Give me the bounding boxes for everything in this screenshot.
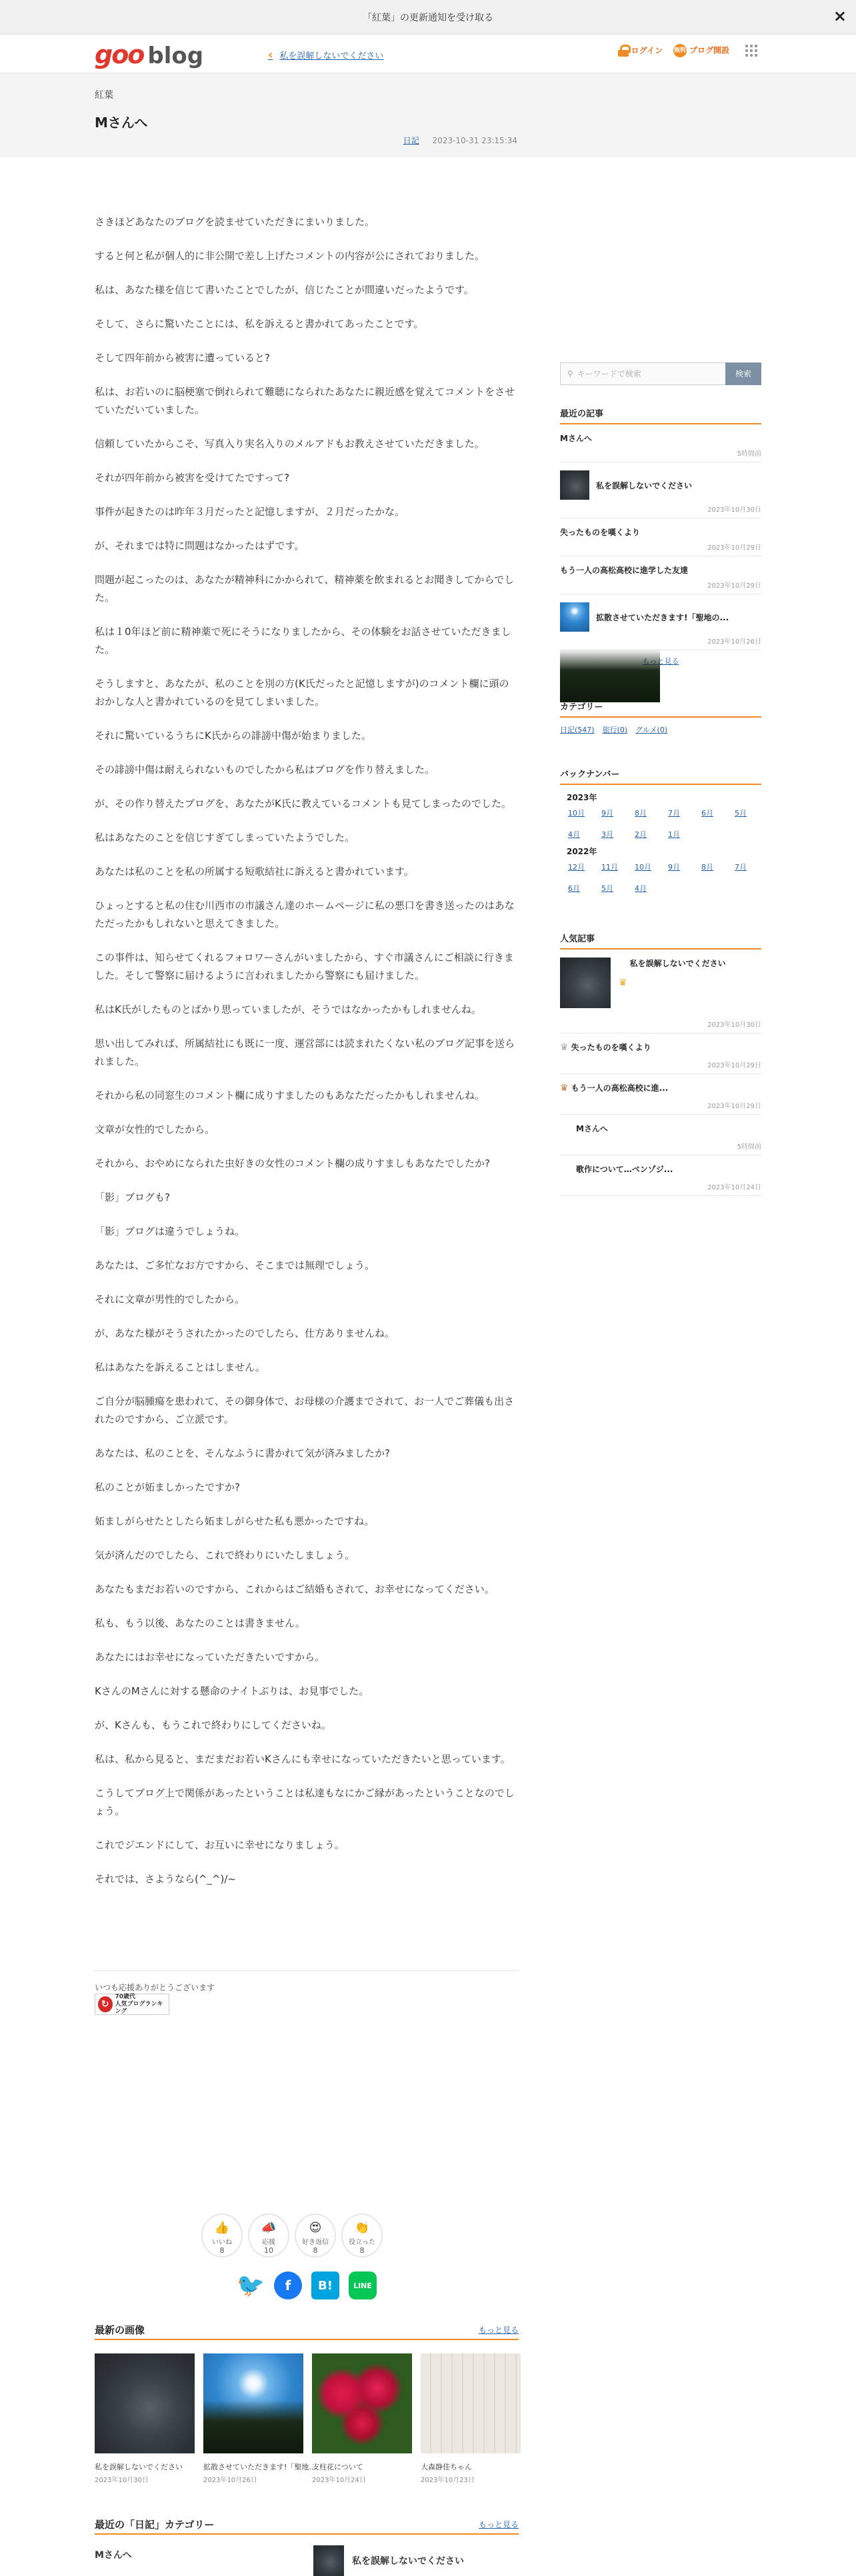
backnumber-month-link[interactable]: 1月 bbox=[668, 830, 680, 839]
latest-images-title: 最新の画像 bbox=[95, 2324, 145, 2336]
ranking-label: いつも応援ありがとうございます bbox=[95, 1983, 215, 1992]
ranking-banner-line1: 70歳代 bbox=[115, 1993, 136, 2000]
category-link[interactable]: 旅行(0) bbox=[602, 726, 628, 734]
open-blog-button[interactable] bbox=[673, 44, 729, 57]
backnumber-month-link[interactable]: 4月 bbox=[568, 830, 580, 839]
login-label: ログイン bbox=[631, 45, 663, 55]
prev-article-link[interactable] bbox=[268, 48, 383, 62]
popular-article-title: 失ったものを嘆くより bbox=[571, 1043, 651, 1052]
popular-article-item[interactable] bbox=[560, 1115, 761, 1155]
article-paragraph: そして四年前から被害に遭っていると? bbox=[95, 352, 270, 364]
open-blog-label: ブログ開設 bbox=[689, 45, 729, 55]
recent-article-row bbox=[560, 432, 761, 444]
backnumber-month-link[interactable]: 10月 bbox=[635, 863, 651, 872]
year-2023: 2023年 bbox=[567, 793, 597, 802]
thumbnail-image bbox=[560, 602, 589, 632]
reaction-count: 8 bbox=[359, 2246, 365, 2255]
article-paragraph: 私はあなたを訴えることはしません。 bbox=[95, 1361, 265, 1373]
popular-article-row bbox=[560, 1123, 761, 1134]
logo-blog-text: blog bbox=[147, 43, 204, 69]
latest-category-more-link[interactable]: もっと見る bbox=[478, 2520, 519, 2529]
latest-image-date: 2023年10月26日 bbox=[203, 2477, 257, 2484]
article-paragraph: 問題が起こったのは、あなたが精神科にかかられて、精神薬を飲まれるとお聞きしてからでした。 bbox=[95, 574, 515, 604]
thumbs-up-icon: 👍 bbox=[214, 2221, 230, 2235]
article-paragraph: が、あなた様がそうされたかったのでしたら、仕方ありませんね。 bbox=[95, 1327, 395, 1339]
sidebar bbox=[560, 362, 761, 1196]
article-paragraph: こうしてブログ上で関係があったということは私達もなにかご縁があったということなのでしょう。 bbox=[95, 1787, 515, 1817]
popular-article-title: もう一人の高松高校に進... bbox=[571, 1083, 669, 1093]
latest-image-title: 大森静佳ちゃん bbox=[421, 2463, 472, 2471]
latest-category-heading bbox=[95, 2517, 519, 2535]
recent-article-date: 2023年10月30日 bbox=[707, 506, 761, 514]
popular-article-date: 2023年10月29日 bbox=[707, 1103, 761, 1110]
recent-article-title: 拡散させていただきます!「聖地の... bbox=[596, 612, 729, 622]
recent-article-item[interactable] bbox=[560, 424, 761, 462]
article-paragraph: それから、おやめになられた虫好きの女性のコメント欄の成りすましもあなたでしたか? bbox=[95, 1157, 490, 1169]
open-blog-icon: 無料 bbox=[673, 44, 687, 57]
backnumber-month-link[interactable]: 7月 bbox=[668, 809, 680, 818]
latest-category-title: 最近の「日記」カテゴリー bbox=[95, 2519, 215, 2531]
search-icon: ⚲ bbox=[567, 369, 573, 378]
popular-article-item[interactable] bbox=[560, 1074, 761, 1115]
backnumber-month-link[interactable]: 4月 bbox=[635, 884, 647, 893]
article-paragraph: 文章が女性的でしたから。 bbox=[95, 1123, 215, 1135]
article-paragraph: ひょっとすると私の住む川西市の市議さん達のホームページに私の悪口を書き送ったのはあなただったかもしれないと思えてきました。 bbox=[95, 900, 515, 930]
recent-article-date: 5時間前 bbox=[737, 450, 761, 458]
article-paragraph: が、その作り替えたブログを、あなたがK氏に教えているコメントも見てしまったのでした。 bbox=[95, 798, 511, 810]
backnumber-section bbox=[560, 767, 761, 900]
reaction-label: 応援 bbox=[262, 2239, 275, 2246]
recent-more-link[interactable]: もっと見る bbox=[642, 657, 679, 666]
recent-articles bbox=[560, 406, 761, 666]
latest-images-heading bbox=[95, 2323, 519, 2340]
backnumber-month-link[interactable]: 10月 bbox=[568, 809, 585, 818]
article-paragraph: ご自分が脳腫瘍を患われて、その御身体で、お母様の介護までされて、お一人でご葬儀も出されたのですから、ご立派です。 bbox=[95, 1395, 515, 1425]
article-paragraph: それが四年前から被害を受けてたですって? bbox=[95, 472, 290, 484]
backnumber-month-link[interactable]: 5月 bbox=[735, 809, 747, 818]
clap-icon: 👏 bbox=[354, 2221, 370, 2235]
latest-image-card[interactable] bbox=[421, 2353, 521, 2484]
article-paragraph: そして、さらに驚いたことには、私を訴えると書かれてあったことです。 bbox=[95, 318, 424, 330]
recent-article-date: 2023年10月29日 bbox=[707, 544, 761, 552]
heart-eyes-icon: 😍 bbox=[309, 2221, 322, 2235]
reaction-count: 10 bbox=[264, 2246, 273, 2255]
backnumber-heading: バックナンバー bbox=[560, 767, 761, 785]
reaction-thumbs-up-button[interactable] bbox=[201, 2214, 243, 2257]
recent-article-title: 失ったものを嘆くより bbox=[560, 528, 641, 537]
article-paragraph: 気が済んだのでしたら、これで終わりにいたしましょう。 bbox=[95, 1549, 355, 1561]
latest-category-item-right-label: 私を誤解しないでください bbox=[352, 2556, 464, 2567]
crown-icon: ♛ bbox=[560, 1082, 569, 1093]
popular-section bbox=[560, 932, 761, 1196]
popular-article-item[interactable] bbox=[560, 1155, 761, 1196]
popular-article-title: Mさんへ bbox=[576, 1124, 608, 1133]
latest-image-date: 2023年10月24日 bbox=[312, 2477, 366, 2484]
recent-article-item[interactable] bbox=[560, 556, 761, 594]
article-title-area bbox=[0, 73, 856, 157]
crown-icon: ♛ bbox=[619, 977, 627, 988]
article-paragraph: これでジエンドにして、お互いに幸せになりましょう。 bbox=[95, 1839, 345, 1851]
recent-article-row bbox=[560, 602, 761, 632]
recent-article-item[interactable] bbox=[560, 462, 761, 518]
article-paragraph: その誹謗中傷は耐えられないものでしたから私はブログを作り替えました。 bbox=[95, 764, 435, 776]
article-paragraph: 私は、私から見ると、まだまだお若いKさんにも幸せになっていただきたいと思っています。 bbox=[95, 1753, 511, 1765]
recent-article-row bbox=[560, 526, 761, 538]
article-paragraph: 信頼していたからこそ、写真入り実名入りのメルアドもお教えさせていただきました。 bbox=[95, 438, 485, 450]
popular-article-date: 5時間前 bbox=[737, 1143, 761, 1151]
popular-article-item[interactable] bbox=[560, 950, 761, 1033]
backnumber-month-link[interactable]: 9月 bbox=[601, 809, 613, 818]
popular-article-date: 2023年10月30日 bbox=[707, 1021, 761, 1029]
article-paragraph: 私は１0年ほど前に精神薬で死にそうになりましたから、その体験をお話させていただきました。 bbox=[95, 626, 511, 656]
article-title: Mさんへ bbox=[95, 115, 148, 131]
reaction-clap-button[interactable] bbox=[341, 2214, 383, 2257]
latest-image-title: 私を誤解しないでください bbox=[95, 2463, 183, 2471]
chevron-left-icon: ‹ bbox=[268, 48, 273, 62]
article-paragraph: 私は、お若いのに脳梗塞で倒れられて難聴になられたあなたに親近感を覚えてコメントをさせていただいていました。 bbox=[95, 386, 515, 416]
goo-blog-logo[interactable] bbox=[95, 40, 203, 67]
category-link[interactable]: グルメ(0) bbox=[635, 726, 668, 734]
close-icon[interactable]: × bbox=[833, 7, 847, 25]
article-paragraph: この事件は、知らせてくれるフォロワーさんがいましたから、すぐ市議さんにご相談に行きました。そして警察に届けるように言われましたから警察にも届けました。 bbox=[95, 952, 514, 981]
article-paragraph: それに文章が男性的でしたから。 bbox=[95, 1293, 245, 1305]
recent-article-item[interactable] bbox=[560, 518, 761, 556]
category-link[interactable]: 日記(547) bbox=[560, 726, 595, 734]
popular-article-row bbox=[560, 1082, 761, 1093]
backnumber-month-link[interactable]: 12月 bbox=[568, 863, 585, 872]
backnumber-month-link[interactable]: 3月 bbox=[601, 830, 613, 839]
article-paragraph: あなたにはお幸せになっていただきたいですから。 bbox=[95, 1651, 325, 1663]
follow-notice-text[interactable]: 「紅葉」の更新通知を受け取る bbox=[363, 12, 493, 23]
article-paragraph: あなたは、ご多忙なお方ですから、そこまでは無理でしょう。 bbox=[95, 1259, 375, 1271]
latest-images-more-link[interactable]: もっと見る bbox=[478, 2325, 519, 2335]
article-paragraph: が、Kさんも、もうこれで終わりにしてくださいね。 bbox=[95, 1719, 331, 1731]
thumbnail-image bbox=[421, 2353, 521, 2453]
reaction-label: 役立った bbox=[349, 2239, 375, 2246]
recent-article-title: Mさんへ bbox=[560, 434, 592, 443]
popular-article-row bbox=[560, 1163, 761, 1175]
site-header bbox=[0, 35, 856, 73]
article-paragraph: すると何と私が個人的に非公開で差し上げたコメントの内容が公にされておりました。 bbox=[95, 250, 485, 262]
article-paragraph: それに驚いているうちにK氏からの誹謗中傷が始まりました。 bbox=[95, 730, 371, 742]
article-paragraph: KさんのMさんに対する懸命のナイトぶりは、お見事でした。 bbox=[95, 1685, 369, 1697]
article-paragraph: 妬ましがらせたとしたら妬ましがらせた私も悪かったですね。 bbox=[95, 1515, 375, 1527]
backnumber-month-link[interactable]: 9月 bbox=[668, 863, 680, 872]
blog-name[interactable]: 紅葉 bbox=[95, 90, 113, 101]
crown-icon: ♛ bbox=[560, 1041, 569, 1053]
recent-article-title: もう一人の高松高校に進学した友達 bbox=[560, 566, 689, 575]
latest-category-row bbox=[95, 2545, 519, 2567]
popular-article-title: 歌作について…ベンゾジ... bbox=[576, 1165, 673, 1174]
backnumber-month-link[interactable]: 7月 bbox=[735, 863, 747, 872]
article-paragraph: 私はあなたのことを信じすぎてしまっていたようでした。 bbox=[95, 832, 355, 844]
backnumber-month-link[interactable]: 6月 bbox=[701, 809, 713, 818]
ranking-banner-line2: 人気ブログランキング bbox=[115, 2000, 163, 2015]
search-input[interactable] bbox=[560, 362, 725, 385]
backnumber-month-link[interactable]: 6月 bbox=[568, 884, 580, 893]
thumbnail-image bbox=[313, 2545, 344, 2576]
latest-image-title: 拡散させていただきます!「聖地... bbox=[203, 2463, 316, 2471]
recent-article-row bbox=[560, 470, 761, 500]
recent-article-item[interactable] bbox=[560, 594, 761, 650]
latest-image-card[interactable] bbox=[312, 2353, 412, 2484]
article-paragraph: 私のことが妬ましかったですか? bbox=[95, 1481, 240, 1493]
latest-image-card[interactable] bbox=[203, 2353, 316, 2484]
latest-images-row bbox=[95, 2353, 521, 2484]
facebook-share-icon[interactable]: f bbox=[274, 2271, 302, 2299]
logo-goo-text: goo bbox=[95, 40, 144, 69]
reaction-label: 好き返信 bbox=[302, 2239, 329, 2246]
article-paragraph: あなたは私のことを私の所属する短歌結社に訴えると書かれています。 bbox=[95, 866, 414, 878]
backnumber-month-link[interactable]: 11月 bbox=[601, 863, 618, 872]
hatena-bookmark-icon[interactable]: B! bbox=[311, 2271, 339, 2299]
lock-icon bbox=[618, 45, 629, 57]
twitter-share-icon[interactable]: 🐦 bbox=[236, 2272, 265, 2299]
thumbnail-image bbox=[560, 958, 611, 1008]
recent-article-row bbox=[560, 564, 761, 576]
popular-article-item[interactable] bbox=[560, 1033, 761, 1074]
menu-grid-icon[interactable] bbox=[745, 45, 757, 57]
latest-category-item-left[interactable]: Mさんへ bbox=[95, 2550, 132, 2561]
popular-article-title: 私を誤解しないでください bbox=[629, 959, 726, 968]
reaction-buttons bbox=[201, 2214, 383, 2257]
search-button[interactable]: 検索 bbox=[725, 362, 761, 385]
follow-notice-bar[interactable] bbox=[0, 0, 856, 35]
latest-image-title: 支柱花について bbox=[312, 2463, 363, 2471]
latest-image-date: 2023年10月23日 bbox=[421, 2477, 475, 2484]
popular-heading: 人気記事 bbox=[560, 932, 761, 950]
year-2022: 2022年 bbox=[567, 847, 597, 856]
backnumber-month-link[interactable]: 5月 bbox=[601, 884, 613, 893]
backnumber-month-link[interactable]: 2月 bbox=[635, 830, 647, 839]
popular-article-date: 2023年10月24日 bbox=[707, 1184, 761, 1191]
header-actions bbox=[618, 44, 757, 57]
article-paragraph: 事件が起きたのは昨年３月だったと記憶しますが、２月だったかな。 bbox=[95, 506, 405, 518]
recent-heading: 最近の記事 bbox=[560, 406, 761, 424]
divider bbox=[95, 1970, 519, 1971]
backnumber-month-link[interactable]: 8月 bbox=[701, 863, 713, 872]
megaphone-icon: 📣 bbox=[261, 2221, 277, 2235]
article-body bbox=[95, 213, 519, 1904]
article-paragraph: あなたは、私のことを、そんなふうに書かれて気が済みましたか? bbox=[95, 1447, 390, 1459]
recent-article-title: 私を誤解しないでください bbox=[596, 480, 693, 490]
latest-image-card[interactable] bbox=[95, 2353, 195, 2484]
categories-section bbox=[560, 700, 761, 735]
article-paragraph: が、それまでは特に問題はなかったはずです。 bbox=[95, 540, 305, 552]
article-meta bbox=[403, 135, 517, 146]
ranking-banner[interactable] bbox=[95, 1994, 169, 2015]
popular-article-date: 2023年10月29日 bbox=[707, 1062, 761, 1069]
popular-article-row bbox=[560, 958, 761, 1008]
categories-heading: カテゴリー bbox=[560, 700, 761, 718]
search-box bbox=[560, 362, 761, 385]
thumbnail-image bbox=[560, 470, 589, 500]
prev-article-label: 私を誤解しないでください bbox=[279, 51, 384, 61]
reaction-count: 8 bbox=[219, 2246, 225, 2255]
article-paragraph: そうしますと、あなたが、私のことを別の方(K氏だったと記憶しますが)のコメント欄に頭のおかしな人と書かれているのを見てしまいました。 bbox=[95, 678, 509, 708]
article-paragraph: さきほどあなたのブログを読ませていただきにまいりました。 bbox=[95, 216, 375, 228]
thumbnail-image bbox=[203, 2353, 303, 2453]
line-share-icon[interactable]: LINE bbox=[349, 2271, 377, 2299]
share-buttons bbox=[237, 2271, 377, 2299]
article-paragraph: それから私の同窓生のコメント欄に成りすましたのもあなただったかもしれませんね。 bbox=[95, 1089, 485, 1101]
ranking-logo-icon: ↻ bbox=[98, 1996, 113, 2012]
article-paragraph: 私も、もう以後、あなたのことは書きません。 bbox=[95, 1617, 305, 1629]
category-link[interactable]: 日記 bbox=[403, 136, 419, 145]
thumbnail-image bbox=[312, 2353, 412, 2453]
article-paragraph: 「影」ブログも? bbox=[95, 1191, 170, 1203]
reaction-megaphone-button[interactable] bbox=[248, 2214, 289, 2257]
reaction-label: いいね bbox=[212, 2239, 232, 2246]
recent-article-date: 2023年10月29日 bbox=[707, 582, 761, 590]
article-paragraph: 思い出してみれば、所属結社にも既に一度、運営部には読まれたくない私のブログ記事を送られました。 bbox=[95, 1037, 515, 1067]
article-paragraph: 私は、あなた様を信じて書いたことでしたが、信じたことが間違いだったようです。 bbox=[95, 284, 474, 296]
article-paragraph: それでは、さようなら(^_^)/~ bbox=[95, 1873, 236, 1885]
latest-image-date: 2023年10月30日 bbox=[95, 2477, 149, 2484]
reaction-heart-eyes-button[interactable] bbox=[295, 2214, 336, 2257]
login-button[interactable] bbox=[618, 45, 663, 57]
popular-article-row bbox=[560, 1041, 761, 1053]
search-placeholder: キーワードで検索 bbox=[577, 369, 641, 378]
latest-category-item-right[interactable] bbox=[313, 2545, 464, 2576]
article-paragraph: 私はK氏がしたものとばかり思っていましたが、そうではなかったかもしれませんね。 bbox=[95, 1003, 481, 1015]
thumbnail-image bbox=[95, 2353, 195, 2453]
reaction-count: 8 bbox=[313, 2246, 318, 2255]
backnumber-month-link[interactable]: 8月 bbox=[635, 809, 647, 818]
article-paragraph: あなたもまだお若いのですから、これからはご結婚もされて、お幸せになってください。 bbox=[95, 1583, 495, 1595]
article-datetime: 2023-10-31 23:15:34 bbox=[432, 136, 517, 145]
recent-article-date: 2023年10月26日 bbox=[707, 638, 761, 646]
article-paragraph: 「影」ブログは違うでしょうね。 bbox=[95, 1225, 245, 1237]
